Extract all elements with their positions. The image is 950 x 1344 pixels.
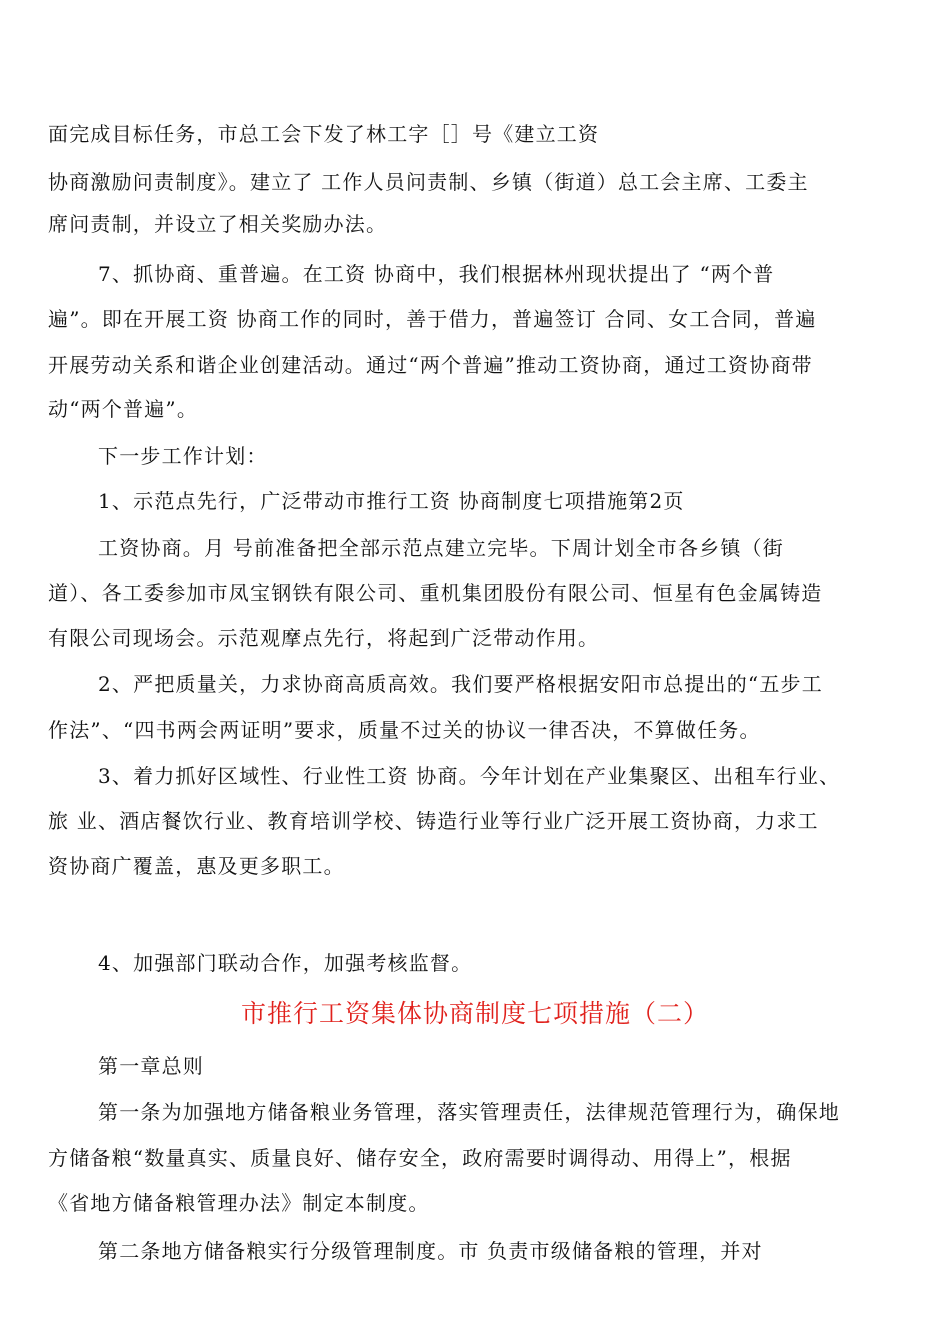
text-line: 第二条地方储备粮实行分级管理制度。市 负责市级储备粮的管理，并对	[98, 1239, 763, 1263]
text-line: 第一条为加强地方储备粮业务管理，落实管理责任，法律规范管理行为，确保地	[98, 1100, 840, 1124]
text-line: 协商激励问责制度》。建立了 工作人员问责制、乡镇（街道）总工会主席、工委主	[48, 170, 809, 194]
text-line: 席问责制，并设立了相关奖励办法。	[48, 212, 388, 236]
text-line: 3、着力抓好区域性、行业性工资 协商。今年计划在产业集聚区、出租车行业、	[98, 764, 841, 788]
text-line: 资协商广覆盖，惠及更多职工。	[48, 854, 345, 878]
text-line: 旅 业、酒店餐饮行业、教育培训学校、铸造行业等行业广泛开展工资协商，力求工	[48, 809, 819, 833]
text-line: 道）、各工委参加市凤宝钢铁有限公司、重机集团股份有限公司、恒星有色金属铸造	[48, 581, 823, 605]
text-line: 2、严把质量关，力求协商高质高效。我们要严格根据安阳市总提出的“五步工	[98, 672, 823, 696]
text-line: 1、示范点先行，广泛带动市推行工资 协商制度七项措施第2页	[98, 489, 685, 513]
text-line: 下一步工作计划：	[98, 444, 268, 468]
text-line: 有限公司现场会。示范观摩点先行，将起到广泛带动作用。	[48, 626, 600, 650]
text-line: 工资协商。月 号前准备把全部示范点建立完毕。下周计划全市各乡镇（街	[98, 536, 784, 560]
text-line: 7、抓协商、重普遍。在工资 协商中，我们根据林州现状提出了 “两个普	[98, 262, 775, 286]
text-line: 动“两个普遍”。	[48, 397, 199, 421]
text-line: 第一章总则	[98, 1054, 204, 1078]
text-line: 方储备粮“数量真实、质量良好、储存安全，政府需要时调得动、用得上”，根据	[48, 1146, 792, 1170]
text-line: 作法”、“四书两会两证明”要求，质量不过关的协议一律否决，不算做任务。	[48, 718, 761, 742]
text-line: 遍”。即在开展工资 协商工作的同时，善于借力，普遍签订 合同、女工合同，普遍	[48, 307, 817, 331]
text-line: 面完成目标任务，市总工会下发了林工字［］号《建立工资	[48, 122, 600, 146]
text-line: 开展劳动关系和谐企业创建活动。通过“两个普遍”推动工资协商，通过工资协商带	[48, 353, 813, 377]
text-line: 《省地方储备粮管理办法》制定本制度。	[48, 1191, 430, 1215]
text-line: 4、加强部门联动合作，加强考核监督。	[98, 951, 473, 975]
section-heading: 市推行工资集体协商制度七项措施（二）	[240, 999, 709, 1028]
